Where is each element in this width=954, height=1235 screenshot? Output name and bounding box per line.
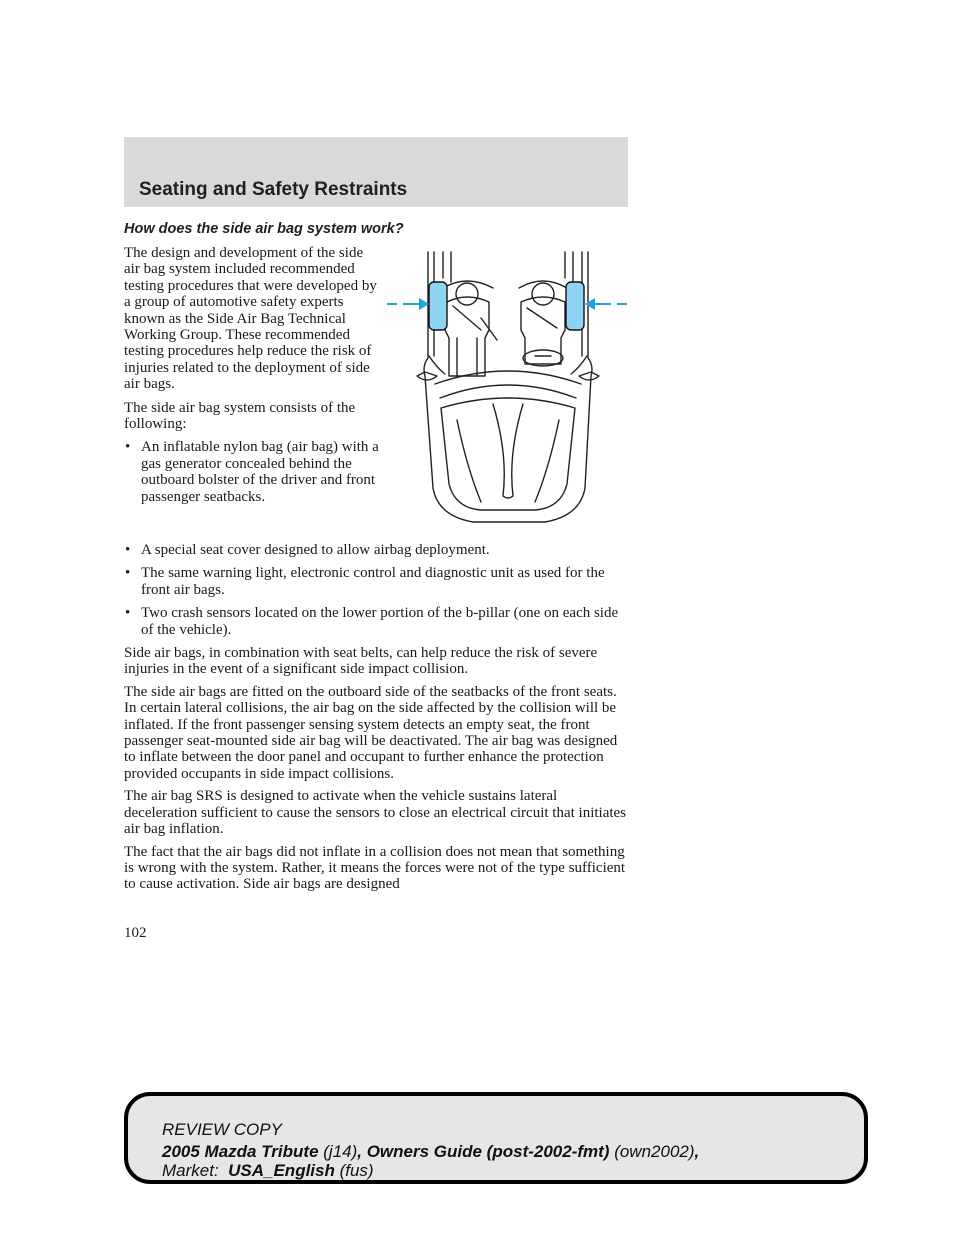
market-value: USA_English <box>228 1161 335 1180</box>
bullet-text: An inflatable nylon bag (air bag) with a gas generator concealed behind the outboard bolster of the driver and front passenger seatbacks. <box>141 439 379 505</box>
market-code: (fus) <box>334 1161 374 1180</box>
bullet-item <box>124 605 630 638</box>
bullet-dot: • <box>125 439 131 456</box>
document-info-line <box>162 1142 699 1161</box>
separator-comma: , <box>694 1142 700 1161</box>
paragraph: The fact that the air bags did not inflate in a collision does not mean that something is wrong with the system. Rather, it means the forces were not of the type sufficient to cause activation. Side air bags are designed <box>124 843 626 893</box>
bullet-dot: • <box>125 605 131 622</box>
section-title: Seating and Safety Restraints <box>139 179 408 200</box>
paragraph: The air bag SRS is designed to activate when the vehicle sustains lateral deceleration sufficient to cause the sensors to close an electrical circuit that initiates air bag inflation. <box>124 788 627 838</box>
intro-column <box>124 245 382 505</box>
review-copy-box <box>124 1092 868 1184</box>
review-copy-label: REVIEW COPY <box>162 1120 282 1139</box>
model-code: (j14) <box>318 1142 358 1161</box>
bullet-dot: • <box>125 565 131 582</box>
bullet-item <box>124 439 382 505</box>
paragraph: Side air bags, in combination with seat belts, can help reduce the risk of severe injuries in the event of a significant side impact collision. <box>124 645 598 678</box>
bullet-item <box>124 542 630 558</box>
main-column <box>124 542 630 899</box>
paragraph: The design and development of the side air bag system included recommended testing procedures that were developed by a group of automotive safety experts known as the Side Air Bag Technical Working Group. These recommended testing procedures help reduce the risk of injuries related to the deployment of side air bags. <box>124 245 377 393</box>
car-top-view-side-airbag-illustration <box>385 248 630 528</box>
market-label: Market: <box>162 1161 229 1180</box>
bullet-dot: • <box>125 542 131 558</box>
bullet-text: The same warning light, electronic control and diagnostic unit as used for the front air bags. <box>141 565 605 598</box>
page-number: 102 <box>124 925 147 941</box>
paragraph: The side air bags are fitted on the outboard side of the seatbacks of the front seats. In certain lateral collisions, the air bag on the side affected by the collision will be inflated. If the front passenger sensing system detects an empty seat, the front passenger seat-mounted side air bag will be deactivated. The air bag was designed to inflate between the door panel and occupant to further enhance the protection provided occupants in side impact collisions. <box>124 683 618 782</box>
bullet-item <box>124 565 630 598</box>
guide-name: , Owners Guide (post-2002-fmt) <box>357 1142 610 1161</box>
section-header-band <box>124 137 628 207</box>
bullet-text: Two crash sensors located on the lower portion of the b-pillar (one on each side of the vehicle). <box>141 605 619 638</box>
subheading: How does the side air bag system work? <box>124 221 404 237</box>
market-line <box>162 1161 374 1180</box>
paragraph: The side air bag system consists of the following: <box>124 399 356 433</box>
model-name: 2005 Mazda Tribute <box>162 1142 319 1161</box>
guide-code: (own2002) <box>609 1142 695 1161</box>
bullet-text: A special seat cover designed to allow airbag deployment. <box>141 542 490 558</box>
